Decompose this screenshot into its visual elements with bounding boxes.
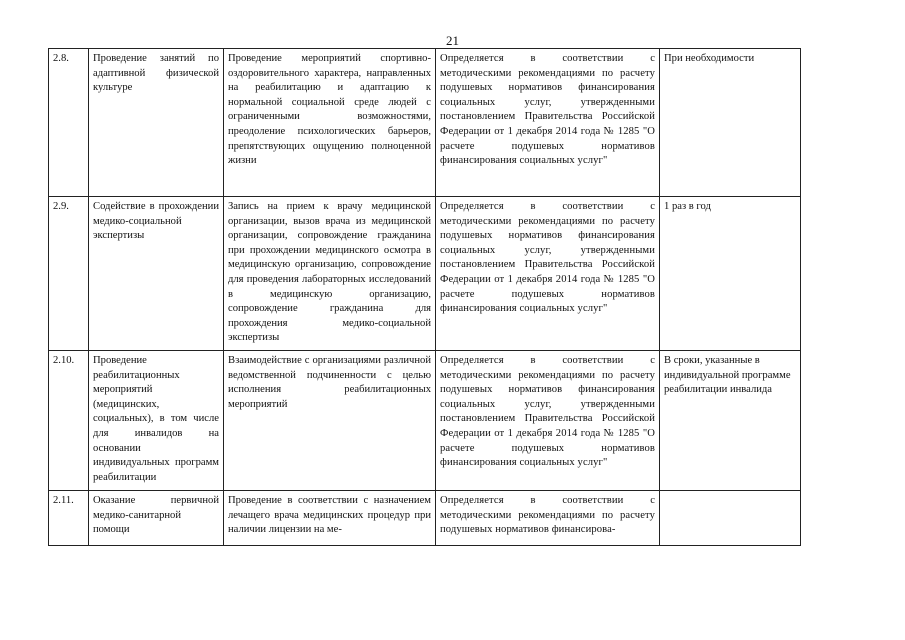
row-number: 2.11. [49,490,89,545]
service-period: При необходимости [660,49,801,197]
service-period [660,490,801,545]
row-number: 2.8. [49,49,89,197]
row-number: 2.10. [49,350,89,490]
service-name: Проведение занятий по адаптивной физической культуре [89,49,224,197]
row-number: 2.9. [49,197,89,351]
service-norm: Определяется в соответствии с методическими рекомендациями по расчету подушевых нормативов финансирования социальных услуг, утвержденными постановлением Правительства Российской Федерации от 1 декабря 2014 года № 1285 "О расчете подушевых нормативов финансирования социальных услуг" [436,49,660,197]
table-row [49,490,801,545]
service-period: В сроки, указанные в индивидуальной программе реабилитации инвалида [660,350,801,490]
services-table [48,48,801,546]
service-norm: Определяется в соответствии с методическими рекомендациями по расчету подушевых нормативов финансирования социальных услуг, утвержденными постановлением Правительства Российской Федерации от 1 декабря 2014 года № 1285 "О расчете подушевых нормативов финансирования социальных услуг" [436,350,660,490]
service-name: Содействие в прохождении медико-социальной экспертизы [89,197,224,351]
service-norm: Определяется в соответствии с методическими рекомендациями по расчету подушевых нормативов финансирования социальных услуг, утвержденными постановлением Правительства Российской Федерации от 1 декабря 2014 года № 1285 "О расчете подушевых нормативов финансирования социальных услуг" [436,197,660,351]
service-description: Взаимодействие с организациями различной ведомственной подчиненности с целью исполнения реабилитационных мероприятий [224,350,436,490]
service-description: Запись на прием к врачу медицинской организации, вызов врача из медицинской организации, сопровождение гражданина при прохождении медицинского осмотра в медицинскую организацию, сопровождение для проведения лабораторных исследований в медицинскую организацию, сопровождение гражданина для прохождения медико-социальной экспертизы [224,197,436,351]
service-period: 1 раз в год [660,197,801,351]
service-name: Проведение реабилитационных мероприятий (медицинских, социальных), в том числе для инвалидов на основании индивидуальных программ реабилитации [89,350,224,490]
service-description: Проведение мероприятий спортивно-оздоровительного характера, направленных на реабилитацию и адаптацию к нормальной социальной среде людей с ограниченными возможностями, преодоление психологических барьеров, препятствующих ощущению полноценной жизни [224,49,436,197]
service-norm: Определяется в соответствии с методическими рекомендациями по расчету подушевых нормативов финансирова- [436,490,660,545]
table-row [49,350,801,490]
service-description: Проведение в соответствии с назначением лечащего врача медицинских процедур при наличии лицензии на ме- [224,490,436,545]
table-row [49,49,801,197]
page-number: 21 [446,33,459,48]
table-row [49,197,801,351]
service-name: Оказание первичной медико-санитарной помощи [89,490,224,545]
